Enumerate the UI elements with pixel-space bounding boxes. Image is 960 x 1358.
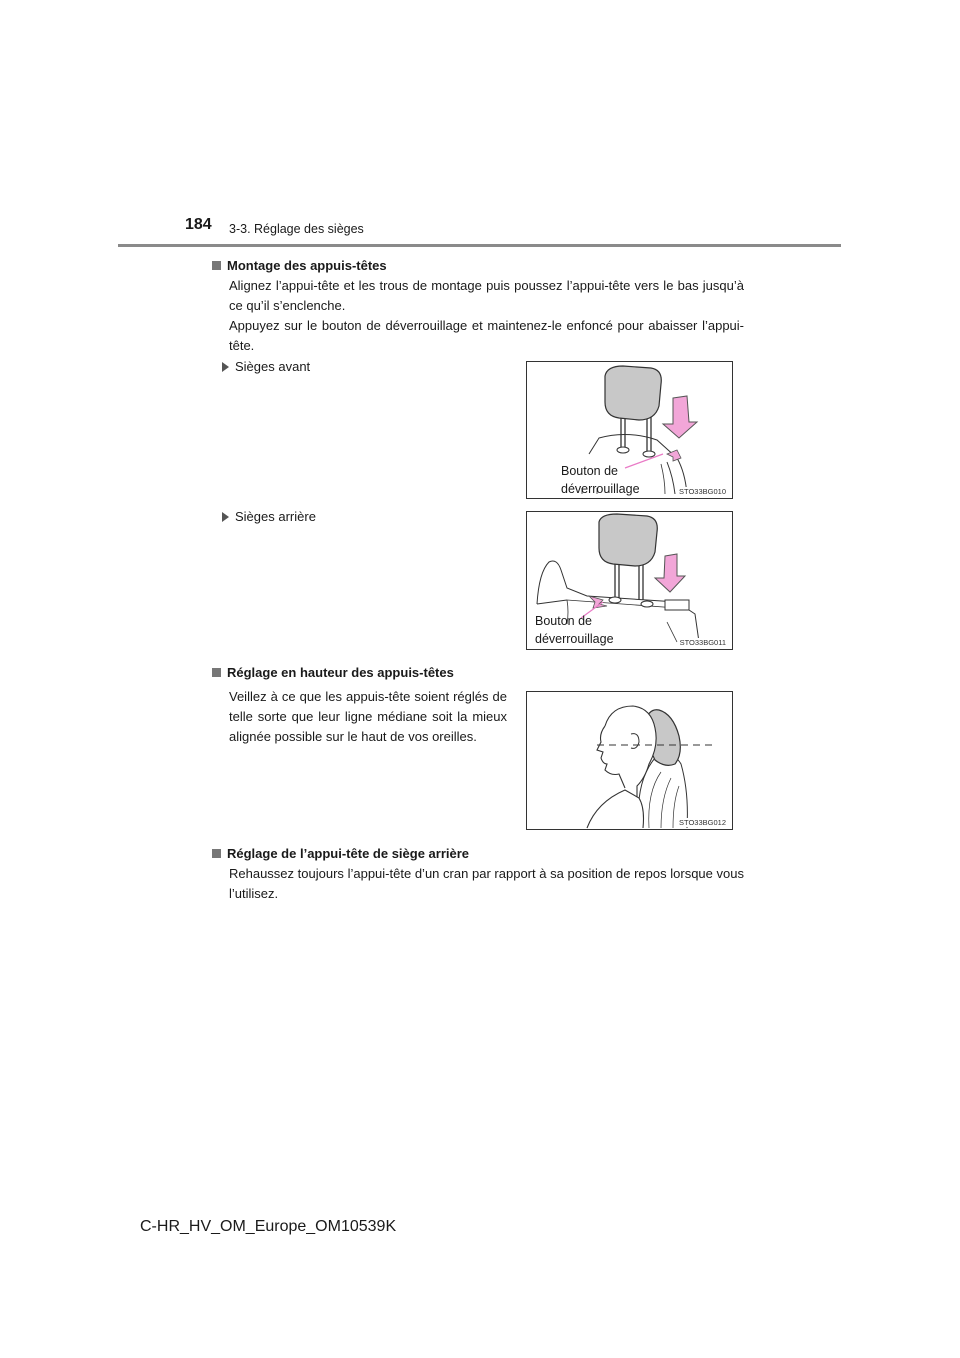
document-id: C-HR_HV_OM_Europe_OM10539K — [140, 1218, 397, 1235]
square-bullet-icon — [212, 668, 221, 677]
page-number: 184 — [185, 216, 212, 233]
heading-height: Réglage en hauteur des appuis-têtes — [212, 665, 454, 680]
front-figure-code: STO33BG010 — [679, 487, 726, 496]
square-bullet-icon — [212, 849, 221, 858]
rear-callout-line-2: déverrouillage — [535, 632, 614, 646]
mounting-para-2: Appuyez sur le bouton de déverrouillage et maintenez-le enfoncé pour abaisser l’appui-tête. — [229, 318, 744, 353]
triangle-bullet-icon — [222, 362, 229, 372]
head-alignment-illustration — [527, 692, 732, 829]
front-headrest-illustration — [527, 362, 732, 498]
mounting-para-1: Alignez l’appui-tête et les trous de montage puis poussez l’appui-tête vers le bas jusqu’à ce qu’il s’enclenche. — [229, 278, 744, 313]
front-callout-line-1: Bouton de — [561, 464, 618, 478]
rear-callout-line-1: Bouton de — [535, 614, 592, 628]
figure-height-adjustment — [526, 691, 733, 830]
figure-front-seats — [526, 361, 733, 499]
front-seats-label: Sièges avant — [222, 359, 310, 374]
rear-adjustment-para: Rehaussez toujours l’appui-tête d’un cran par rapport à sa position de repos lorsque vous l’utilisez. — [229, 866, 744, 901]
rear-seats-label: Sièges arrière — [222, 509, 316, 524]
height-figure-code: STO33BG012 — [679, 818, 726, 827]
figure-rear-seats — [526, 511, 733, 650]
heading-rear-adjustment: Réglage de l’appui-tête de siège arrière — [212, 846, 469, 861]
front-callout-line-2: déverrouillage — [561, 482, 640, 496]
triangle-bullet-icon — [222, 512, 229, 522]
heading-mounting: Montage des appuis-têtes — [212, 258, 387, 273]
section-title: 3-3. Réglage des sièges — [229, 222, 364, 236]
square-bullet-icon — [212, 261, 221, 270]
header-rule — [118, 244, 841, 247]
rear-figure-code: STO33BG011 — [679, 638, 726, 647]
height-para: Veillez à ce que les appuis-tête soient réglés de telle sorte que leur ligne médiane soit la mieux alignée possible sur le haut de vos oreilles. — [229, 689, 507, 744]
